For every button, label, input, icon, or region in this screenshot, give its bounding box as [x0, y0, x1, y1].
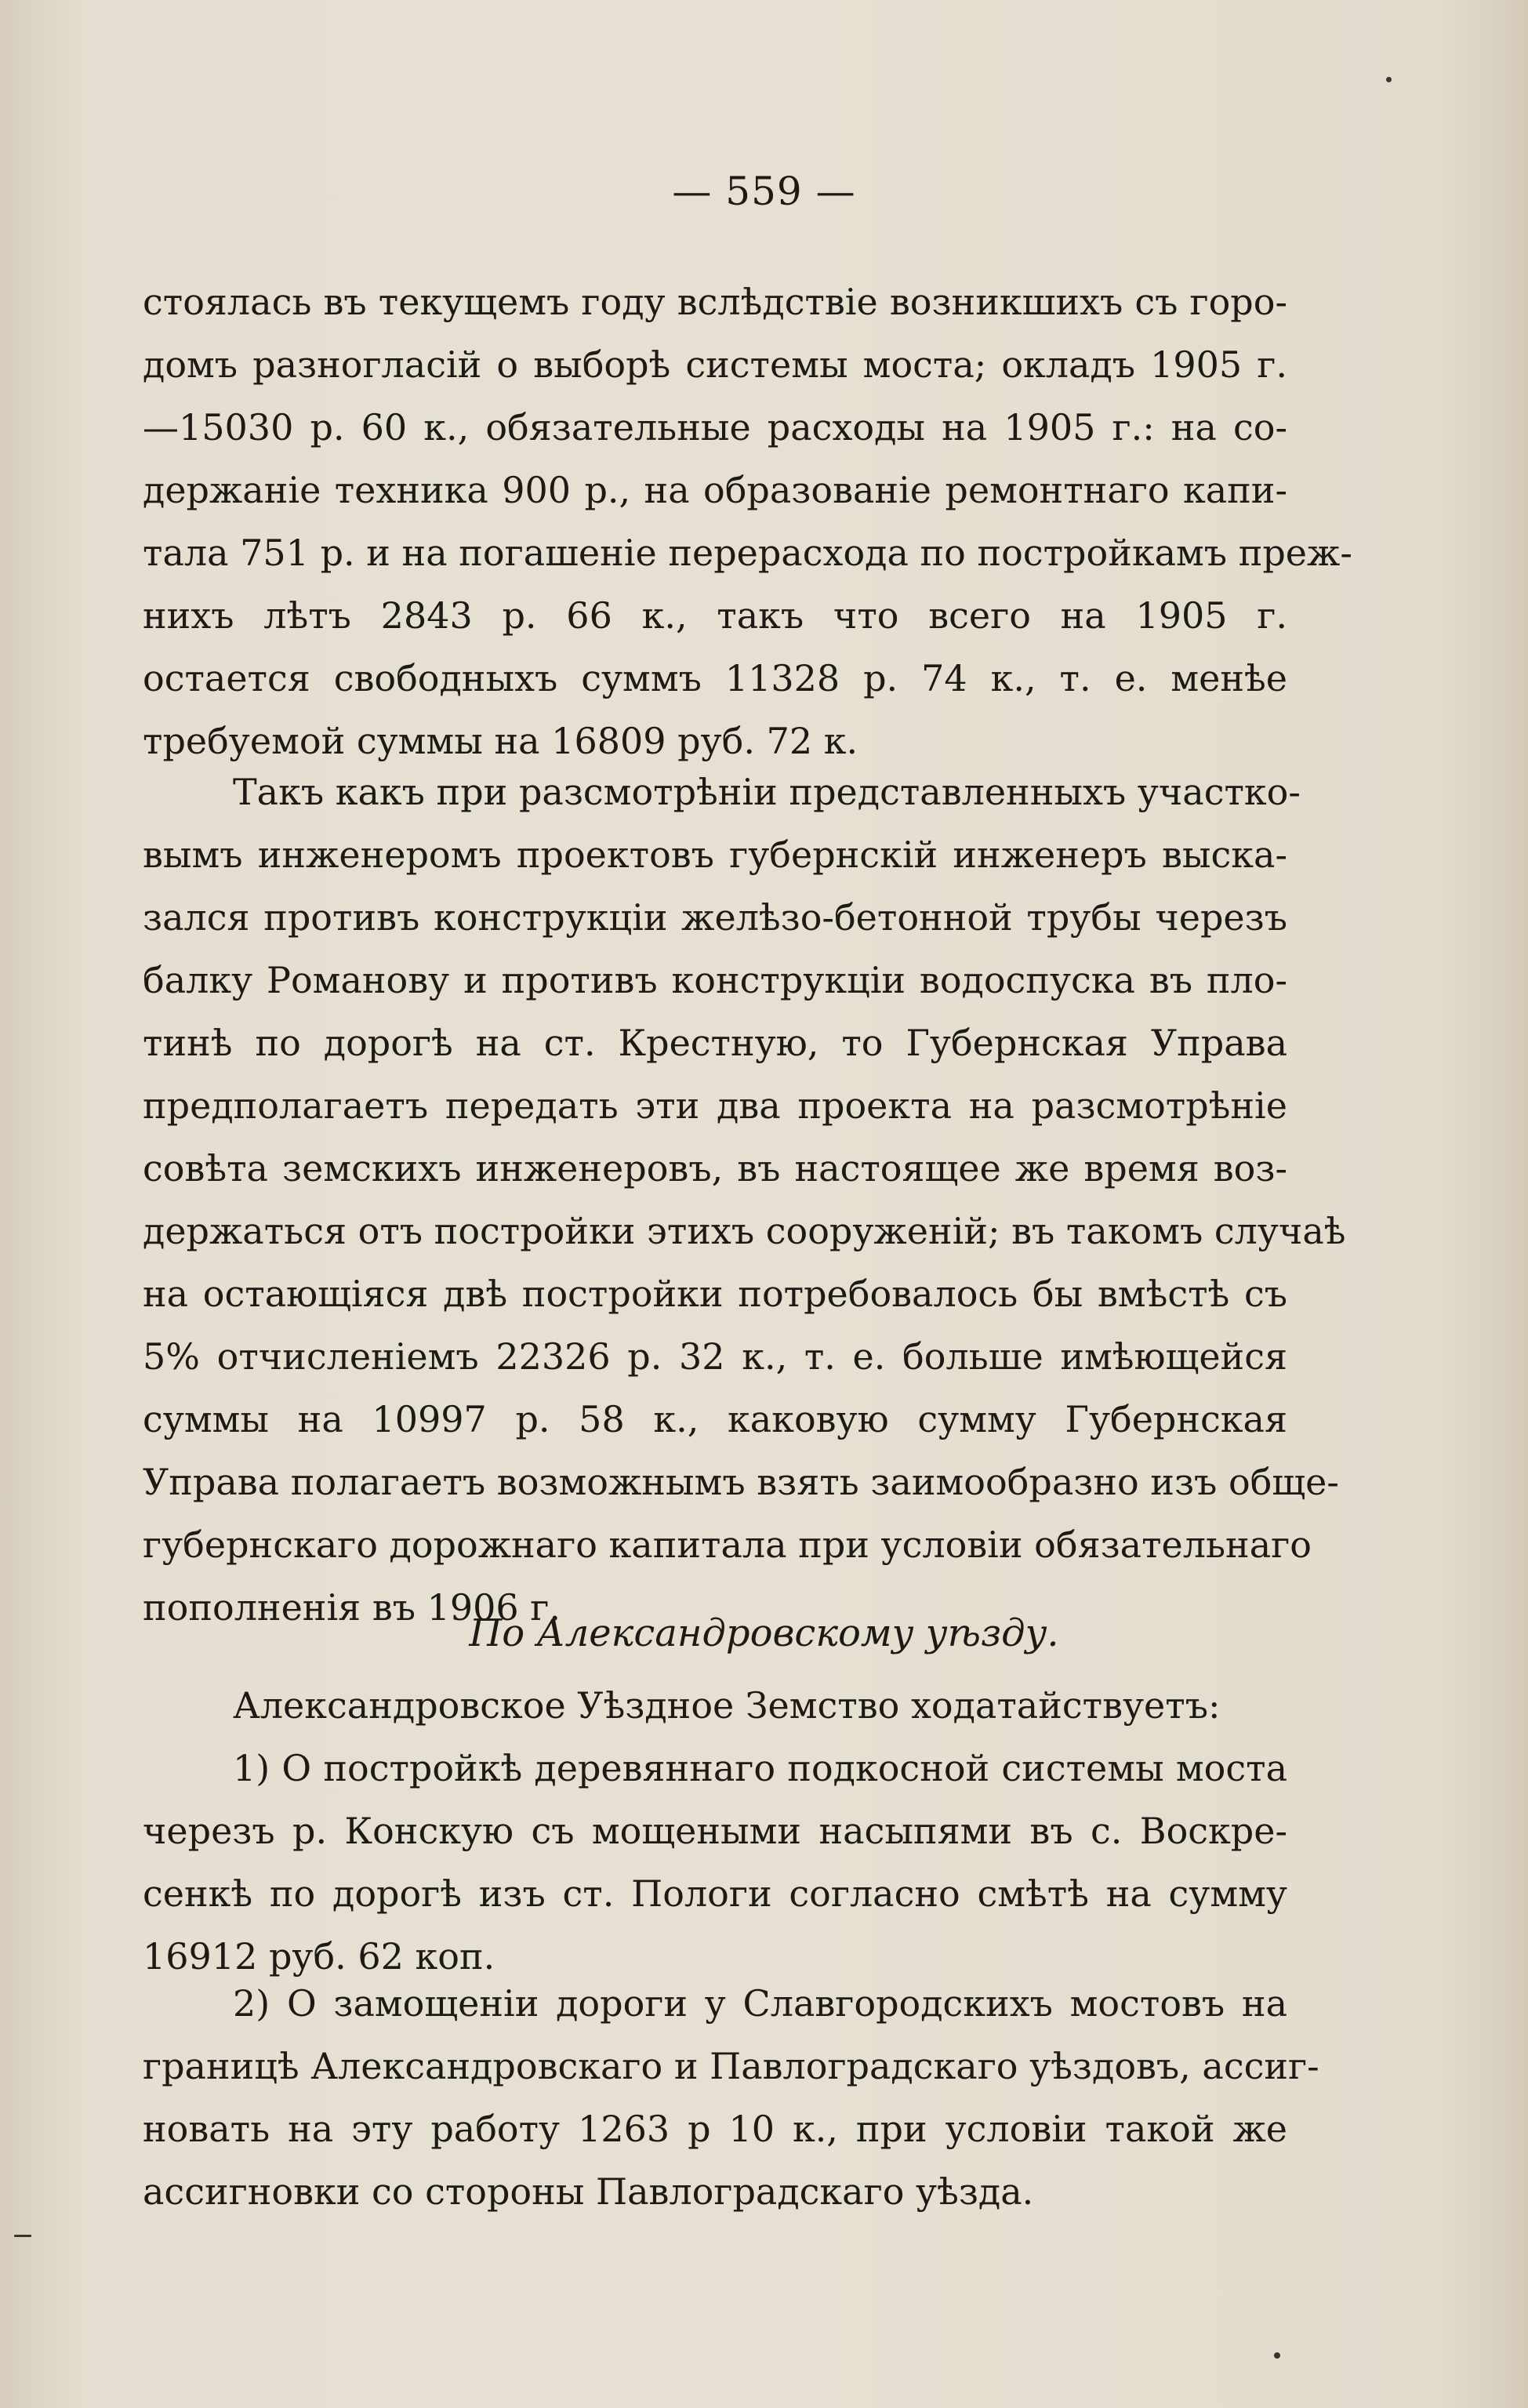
text-line: губернскаго дорожнаго капитала при условіи обязательнаго	[143, 1524, 1312, 1566]
text-line: 16912 руб. 62 коп.	[143, 1935, 495, 1978]
section-heading: По Александровскому уѣзду.	[469, 1611, 1059, 1655]
text-line: домъ разногласій о выборѣ системы моста; окладъ 1905 г.	[143, 343, 1287, 386]
scan-speck	[1386, 77, 1392, 82]
scan-speck	[1274, 2352, 1280, 2359]
text-line: вымъ инженеромъ проектовъ губернскій инженеръ выска-	[143, 834, 1287, 876]
text-line: Такъ какъ при разсмотрѣніи представленныхъ участко-	[233, 771, 1301, 813]
text-line: Управа полагаетъ возможнымъ взять заимообразно изъ обще-	[143, 1461, 1339, 1503]
text-line: границѣ Александровскаго и Павлоградскаго уѣздовъ, ассиг-	[143, 2045, 1319, 2087]
text-line: пополненія въ 1906 г.	[143, 1586, 561, 1629]
text-line: зался противъ конструкціи желѣзо-бетонной трубы черезъ	[143, 896, 1287, 939]
text-line: требуемой суммы на 16809 руб. 72 к.	[143, 720, 858, 762]
text-line: стоялась въ текущемъ году вслѣдствіе возникшихъ съ горо-	[143, 281, 1287, 323]
scan-speck	[14, 2235, 31, 2237]
text-line: предполагаетъ передать эти два проекта на разсмотрѣніе	[143, 1084, 1287, 1127]
text-line: черезъ р. Конскую съ мощеными насыпями въ с. Воскре-	[143, 1810, 1287, 1852]
text-line: новать на эту работу 1263 р 10 к., при условіи такой же	[143, 2108, 1287, 2150]
text-line: 5% отчисленіемъ 22326 р. 32 к., т. е. больше имѣющейся	[143, 1335, 1287, 1378]
page-number: — 559 —	[672, 169, 856, 214]
text-line: держаться отъ постройки этихъ сооруженій; въ такомъ случаѣ	[143, 1210, 1346, 1252]
paragraph-main	[143, 761, 1346, 1639]
list-item-1	[143, 1737, 1287, 1988]
text-line: тинѣ по дорогѣ на ст. Крестную, то Губернская Управа	[143, 1022, 1287, 1064]
text-line: совѣта земскихъ инженеровъ, въ настоящее же время воз-	[143, 1147, 1287, 1189]
text-line: держаніе техника 900 р., на образованіе ремонтнаго капи-	[143, 469, 1287, 511]
text-line: тала 751 р. и на погашеніе перерасхода по постройкамъ преж-	[143, 532, 1352, 574]
intro-paragraph	[143, 1674, 1287, 1737]
text-line: суммы на 10997 р. 58 к., каковую сумму Губернская	[143, 1398, 1287, 1440]
text-line: ассигновки со стороны Павлоградскаго уѣзда.	[143, 2170, 1034, 2213]
list-item-2	[143, 1972, 1319, 2223]
text-line: остается свободныхъ суммъ 11328 р. 74 к., т. е. менѣе	[143, 657, 1287, 699]
text-line: сенкѣ по дорогѣ изъ ст. Пологи согласно смѣтѣ на сумму	[143, 1872, 1287, 1915]
text-line: 1) О постройкѣ деревяннаго подкосной системы моста	[233, 1747, 1287, 1789]
paragraph-continuation	[143, 271, 1352, 772]
text-line: Александровское Уѣздное Земство ходатайствуетъ:	[233, 1684, 1221, 1727]
text-line: —15030 р. 60 к., обязательные расходы на 1905 г.: на со-	[143, 406, 1287, 449]
text-line: на остающіяся двѣ постройки потребовалось бы вмѣстѣ съ	[143, 1273, 1287, 1315]
text-line: нихъ лѣтъ 2843 р. 66 к., такъ что всего на 1905 г.	[143, 594, 1287, 637]
text-line: 2) О замощеніи дороги у Славгородскихъ мостовъ на	[233, 1982, 1287, 2025]
text-line: балку Романову и противъ конструкціи водоспуска въ пло-	[143, 959, 1287, 1001]
